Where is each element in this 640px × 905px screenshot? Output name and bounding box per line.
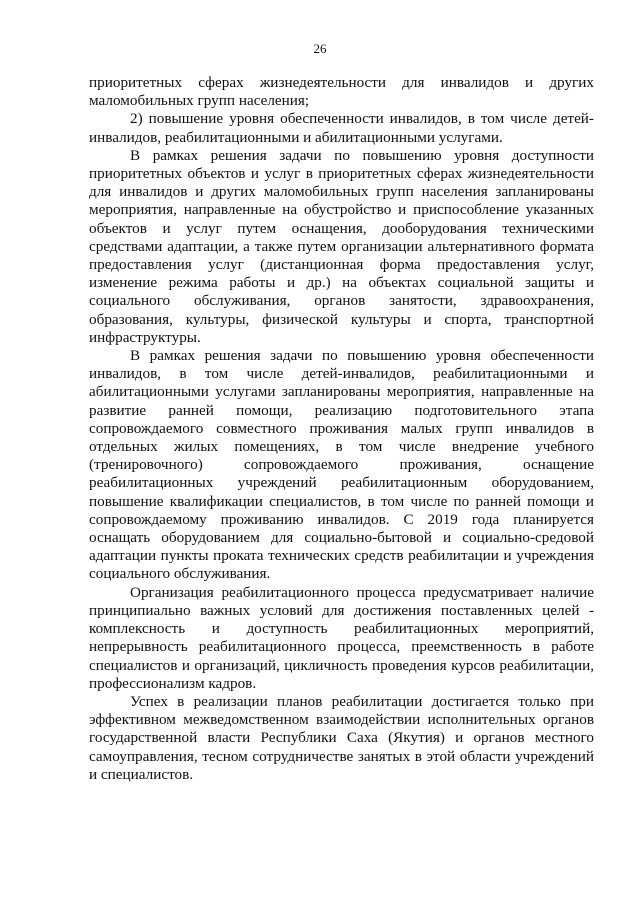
paragraph-accessibility-measures: В рамках решения задачи по повышению уровня доступности приоритетных объектов и услуг в приоритетных сферах жизнедеятельности для инвалидов и других маломобильных групп населения запланированы мероприятия, направленные на обустройство и приспособление указанных объектов и услуг путем оснащения, дооборудования техническими средствами адаптации, а также путем организации альтернативного формата предоставления услуг (дистанционная форма предоставления услуг, изменение режима работы и др.) на объектах социальной защиты и социального обслуживания, органов занятости, здравоохранения, образования, культуры, физической культуры и спорта, транспортной инфраструктуры. — [89, 146, 594, 346]
paragraph-interagency-cooperation: Успех в реализации планов реабилитации достигается только при эффективном межведомственном взаимодействии исполнительных органов государственной власти Республики Саха (Якутия) и органов местного самоуправления, тесном сотрудничестве занятых в этой области учреждений и специалистов. — [89, 692, 594, 783]
paragraph-rehabilitation-services: В рамках решения задачи по повышению уровня обеспеченности инвалидов, в том числе детей-инвалидов, реабилитационными и абилитационными услугами запланированы мероприятия, направленные на развитие ранней помощи, реализацию подготовительного этапа сопровождаемого совместного проживания малых групп инвалидов в отдельных жилых помещениях, в том числе внедрение учебного (тренировочного) сопровождаемого проживания, оснащение реабилитационных учреждений реабилитационным оборудованием, повышение квалификации специалистов, в том числе по ранней помощи и сопровождаемому проживанию инвалидов. С 2019 года планируется оснащать оборудованием для социально-бытовой и социально-средовой адаптации пункты проката технических средств реабилитации и учреждения социального обслуживания. — [89, 347, 594, 583]
paragraph-item-2: 2) повышение уровня обеспеченности инвалидов, в том числе детей-инвалидов, реабилитационными и абилитационными услугами. — [89, 110, 594, 146]
document-body — [89, 74, 594, 784]
paragraph-rehabilitation-process: Организация реабилитационного процесса предусматривает наличие принципиально важных условий для достижения поставленных целей - комплексность и доступность реабилитационных мероприятий, непрерывность реабилитационного процесса, преемственность в работе специалистов и организаций, цикличность проведения курсов реабилитации, профессионализм кадров. — [89, 583, 594, 692]
paragraph-continuation: приоритетных сферах жизнедеятельности для инвалидов и других маломобильных групп населения; — [89, 74, 594, 110]
page-number: 26 — [313, 41, 327, 56]
